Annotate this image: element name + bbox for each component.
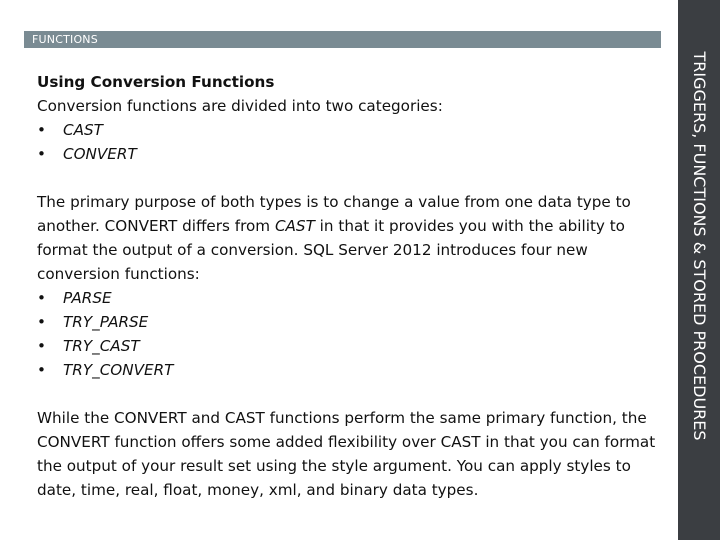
list-item: • CONVERT [37, 142, 657, 166]
side-title-panel [678, 0, 720, 540]
spacer [37, 382, 657, 406]
paragraph-emphasis: CAST [274, 217, 315, 235]
list-item: • TRY_CONVERT [37, 358, 657, 382]
slide-body [37, 70, 657, 502]
category-list [37, 118, 657, 166]
body-heading: Using Conversion Functions [37, 73, 275, 91]
section-header-bar [24, 31, 661, 48]
section-label: FUNCTIONS [32, 33, 98, 46]
list-item: • TRY_CAST [37, 334, 657, 358]
new-functions-list [37, 286, 657, 382]
paragraph-text: The primary purpose of both types is to change a value from one data type to another. CONVERT differs from [37, 193, 631, 235]
list-item: • CAST [37, 118, 657, 142]
comparison-paragraph: While the CONVERT and CAST functions perform the same primary function, the CONVERT function offers some added flexibility over CAST in that you can format the output of your result set using the style argument. You can apply styles to date, time, real, float, money, xml, and binary data types. [37, 409, 656, 499]
paragraph-text: in that it provides you with the ability to format the output of a conversion. SQL Server 2012 introduces four new conversion functions: [37, 217, 625, 283]
list-item: • TRY_PARSE [37, 310, 657, 334]
intro-text: Conversion functions are divided into two categories: [37, 97, 443, 115]
purpose-paragraph [37, 190, 657, 286]
list-item: • PARSE [37, 286, 657, 310]
vertical-slide-title: TRIGGERS, FUNCTIONS & STORED PROCEDURES [690, 51, 709, 441]
spacer [37, 166, 657, 190]
